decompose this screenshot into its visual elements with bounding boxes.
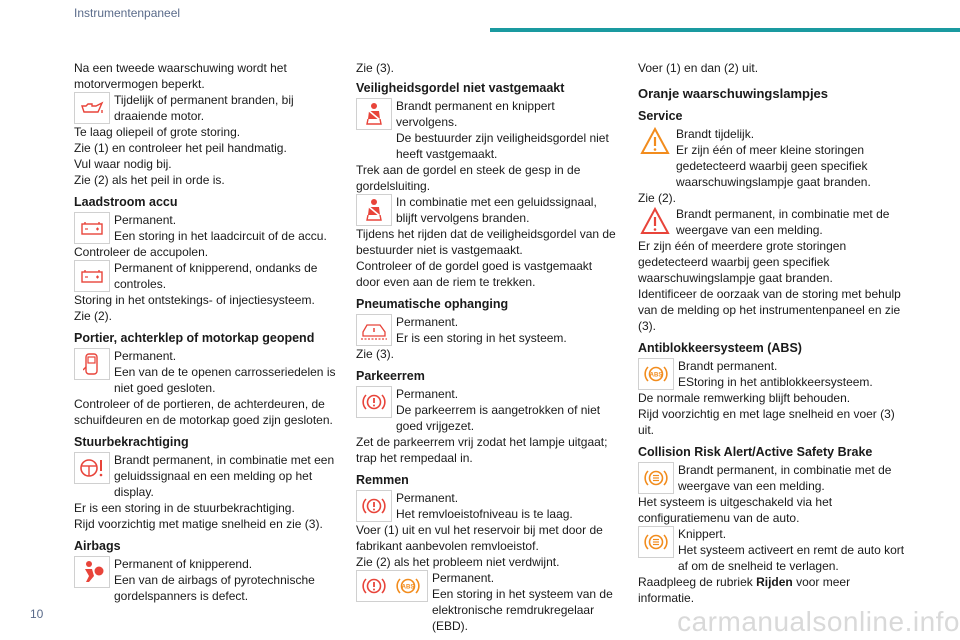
parking-row <box>356 386 618 434</box>
brake-warning-icon <box>356 490 392 522</box>
brakes-status: Een storing in het systeem van de elektronische remdrukregelaar (EBD). <box>432 587 613 633</box>
abs-text: Rijd voorzichtig en met lage snelheid en voer (3) uit. <box>638 407 895 437</box>
steering-wheel-warning-icon <box>74 452 110 484</box>
parking-status: Permanent. <box>396 387 459 401</box>
abs-heading: Antiblokkeersysteem (ABS) <box>638 341 802 355</box>
belt-status: In combinatie met een geluidssignaal, blijft vervolgens branden. <box>396 195 597 225</box>
collision-row-1 <box>638 462 906 494</box>
suspension-heading: Pneumatische ophanging <box>356 297 509 311</box>
doors-status: Een van de te openen carrosseriedelen is niet goed gesloten. <box>114 365 336 395</box>
oil-status: Tijdelijk of permanent branden, bij draaiende motor. <box>114 93 294 123</box>
parking-text: Zet de parkeerrem vrij zodat het lampje uitgaat; trap het rempedaal in. <box>356 435 608 465</box>
warning-triangle-icon <box>638 206 672 236</box>
header-accent-bar <box>490 28 960 32</box>
belt-text: Trek aan de gordel en steek de gesp in de gordelsluiting. <box>356 163 581 193</box>
brakes-status: Permanent. <box>396 491 459 505</box>
belt-text: Tijdens het rijden dat de veiligheidsgordel van de bestuurder niet is vastgemaakt. <box>356 227 616 257</box>
belt-status: De bestuurder zijn veiligheidsgordel niet heeft vastgemaakt. <box>396 131 609 161</box>
battery-icon <box>74 260 110 292</box>
section-heading: Oranje waarschuwingslampjes <box>638 86 829 101</box>
belt-text: Controleer of de gordel goed is vastgemaakt door even aan de riem te trekken. <box>356 259 593 289</box>
service-status: Brandt permanent, in combinatie met de weergave van een melding. <box>676 207 890 237</box>
suspension-status: Permanent. <box>396 315 459 329</box>
column-2 <box>356 60 618 634</box>
steering-status: Brandt permanent, in combinatie met een geluidssignaal en een melding op het display. <box>114 453 335 499</box>
service-status: Brandt tijdelijk. <box>676 127 755 141</box>
oil-warning-row <box>74 92 340 124</box>
svg-text:ABS: ABS <box>649 372 663 379</box>
brakes-status: Permanent. <box>432 571 495 585</box>
brakes-heading: Remmen <box>356 473 409 487</box>
collision-status: Knippert. <box>678 527 727 541</box>
oil-text: Te laag oliepeil of grote storing. <box>74 125 241 139</box>
collision-text: Het systeem is uitgeschakeld via het configuratiemenu van de auto. <box>638 495 833 525</box>
service-heading: Service <box>638 109 683 123</box>
abs-status: Brandt permanent. <box>678 359 778 373</box>
airbags-status: Permanent of knipperend. <box>114 557 253 571</box>
column-1 <box>74 60 340 604</box>
service-row-2 <box>638 206 906 238</box>
charge-text: Storing in het ontstekings- of injectiesysteem. <box>74 293 315 307</box>
service-status: Er zijn één of meer kleine storingen gedetecteerd waarbij geen specifiek waarschuwingslampje gaat branden. <box>676 143 871 189</box>
intro-text: Voer (1) en dan (2) uit. <box>638 61 759 75</box>
suspension-text: Zie (3). <box>356 347 395 361</box>
door-open-icon <box>74 348 110 380</box>
battery-icon <box>74 212 110 244</box>
suspension-status: Er is een storing in het systeem. <box>396 331 567 345</box>
collision-alert-icon <box>638 526 674 558</box>
charge-status: Permanent. <box>114 213 177 227</box>
intro-text: Na een tweede waarschuwing wordt het motorvermogen beperkt. <box>74 61 287 91</box>
brakes-text: Voer (1) uit en vul het reservoir bij met door de fabrikant aanbevolen remvloeistof. <box>356 523 603 553</box>
charge-text: Controleer de accupolen. <box>74 245 209 259</box>
driving-section-ref: Rijden <box>756 575 793 589</box>
collision-text <box>638 574 906 606</box>
abs-status: EStoring in het antiblokkeersysteem. <box>678 375 873 389</box>
oil-text: Vul waar nodig bij. <box>74 157 172 171</box>
belt-row-1 <box>356 98 618 162</box>
service-row-1 <box>638 126 906 190</box>
steering-text: Rijd voorzichtig met matige snelheid en zie (3). <box>74 517 323 531</box>
air-suspension-icon <box>356 314 392 346</box>
abs-row <box>638 358 906 390</box>
doors-text: Controleer of de portieren, de achterdeuren, de schuifdeuren en de motorkap goed zijn gesloten. <box>74 397 333 427</box>
collision-row-2 <box>638 526 906 574</box>
steering-row <box>74 452 340 500</box>
charge-row-1 <box>74 212 340 244</box>
brake-warning-icon <box>356 386 392 418</box>
intro-text: Zie (3). <box>356 61 395 75</box>
doors-heading: Portier, achterklep of motorkap geopend <box>74 331 315 345</box>
brakes-row-1 <box>356 490 618 522</box>
charge-status: Permanent of knipperend, ondanks de controles. <box>114 261 318 291</box>
oil-can-icon <box>74 92 110 124</box>
doors-status: Permanent. <box>114 349 177 363</box>
charge-heading: Laadstroom accu <box>74 195 178 209</box>
collision-status: Het systeem activeert en remt de auto kort af om de snelheid te verlagen. <box>678 543 905 573</box>
brakes-text: Zie (2) als het probleem niet verdwijnt. <box>356 555 560 569</box>
service-text: Er zijn één of meerdere grote storingen gedetecteerd waarbij geen specifiek waarschuwingslampje gaat branden. <box>638 239 847 285</box>
watermark: carmanualsonline.info <box>677 606 960 637</box>
brakes-row-2 <box>356 570 618 634</box>
airbags-status: Een van de airbags of pyrotechnische gordelspanners is defect. <box>114 573 315 603</box>
suspension-row <box>356 314 618 346</box>
collision-heading: Collision Risk Alert/Active Safety Brake <box>638 445 873 459</box>
airbag-icon <box>74 556 110 588</box>
doors-row <box>74 348 340 396</box>
svg-text:ABS: ABS <box>401 584 415 591</box>
column-3 <box>638 60 906 606</box>
abs-icon <box>638 358 674 390</box>
service-text: Zie (2). <box>638 191 677 205</box>
collision-text-post: voor meer informatie. <box>638 575 851 605</box>
belt-heading: Veiligheidsgordel niet vastgemaakt <box>356 81 565 95</box>
charge-text: Zie (2). <box>74 309 113 323</box>
parking-heading: Parkeerrem <box>356 369 425 383</box>
seatbelt-icon <box>356 194 392 226</box>
collision-text-pre: Raadpleeg de rubriek <box>638 575 757 589</box>
brakes-status: Het remvloeistofniveau is te laag. <box>396 507 573 521</box>
oil-text: Zie (2) als het peil in orde is. <box>74 173 225 187</box>
seatbelt-icon <box>356 98 392 130</box>
charge-row-2 <box>74 260 340 292</box>
oil-text: Zie (1) en controleer het peil handmatig. <box>74 141 287 155</box>
collision-alert-icon <box>638 462 674 494</box>
steering-heading: Stuurbekrachtiging <box>74 435 189 449</box>
brake-and-abs-icon <box>356 570 428 602</box>
steering-text: Er is een storing in de stuurbekrachtiging. <box>74 501 295 515</box>
warning-triangle-icon <box>638 126 672 156</box>
service-text: Identificeer de oorzaak van de storing met behulp van de melding op het instrumentenpaneel en zie (3). <box>638 287 901 333</box>
abs-text: De normale remwerking blijft behouden. <box>638 391 851 405</box>
collision-status: Brandt permanent, in combinatie met de weergave van een melding. <box>678 463 892 493</box>
airbags-heading: Airbags <box>74 539 121 553</box>
page-number: 10 <box>30 607 44 621</box>
airbags-row <box>74 556 340 604</box>
belt-row-2 <box>356 194 618 226</box>
belt-status: Brandt permanent en knippert vervolgens. <box>396 99 555 129</box>
running-header: Instrumentenpaneel <box>74 6 181 20</box>
charge-status: Een storing in het laadcircuit of de accu. <box>114 229 327 243</box>
parking-status: De parkeerrem is aangetrokken of niet goed vrijgezet. <box>396 403 601 433</box>
